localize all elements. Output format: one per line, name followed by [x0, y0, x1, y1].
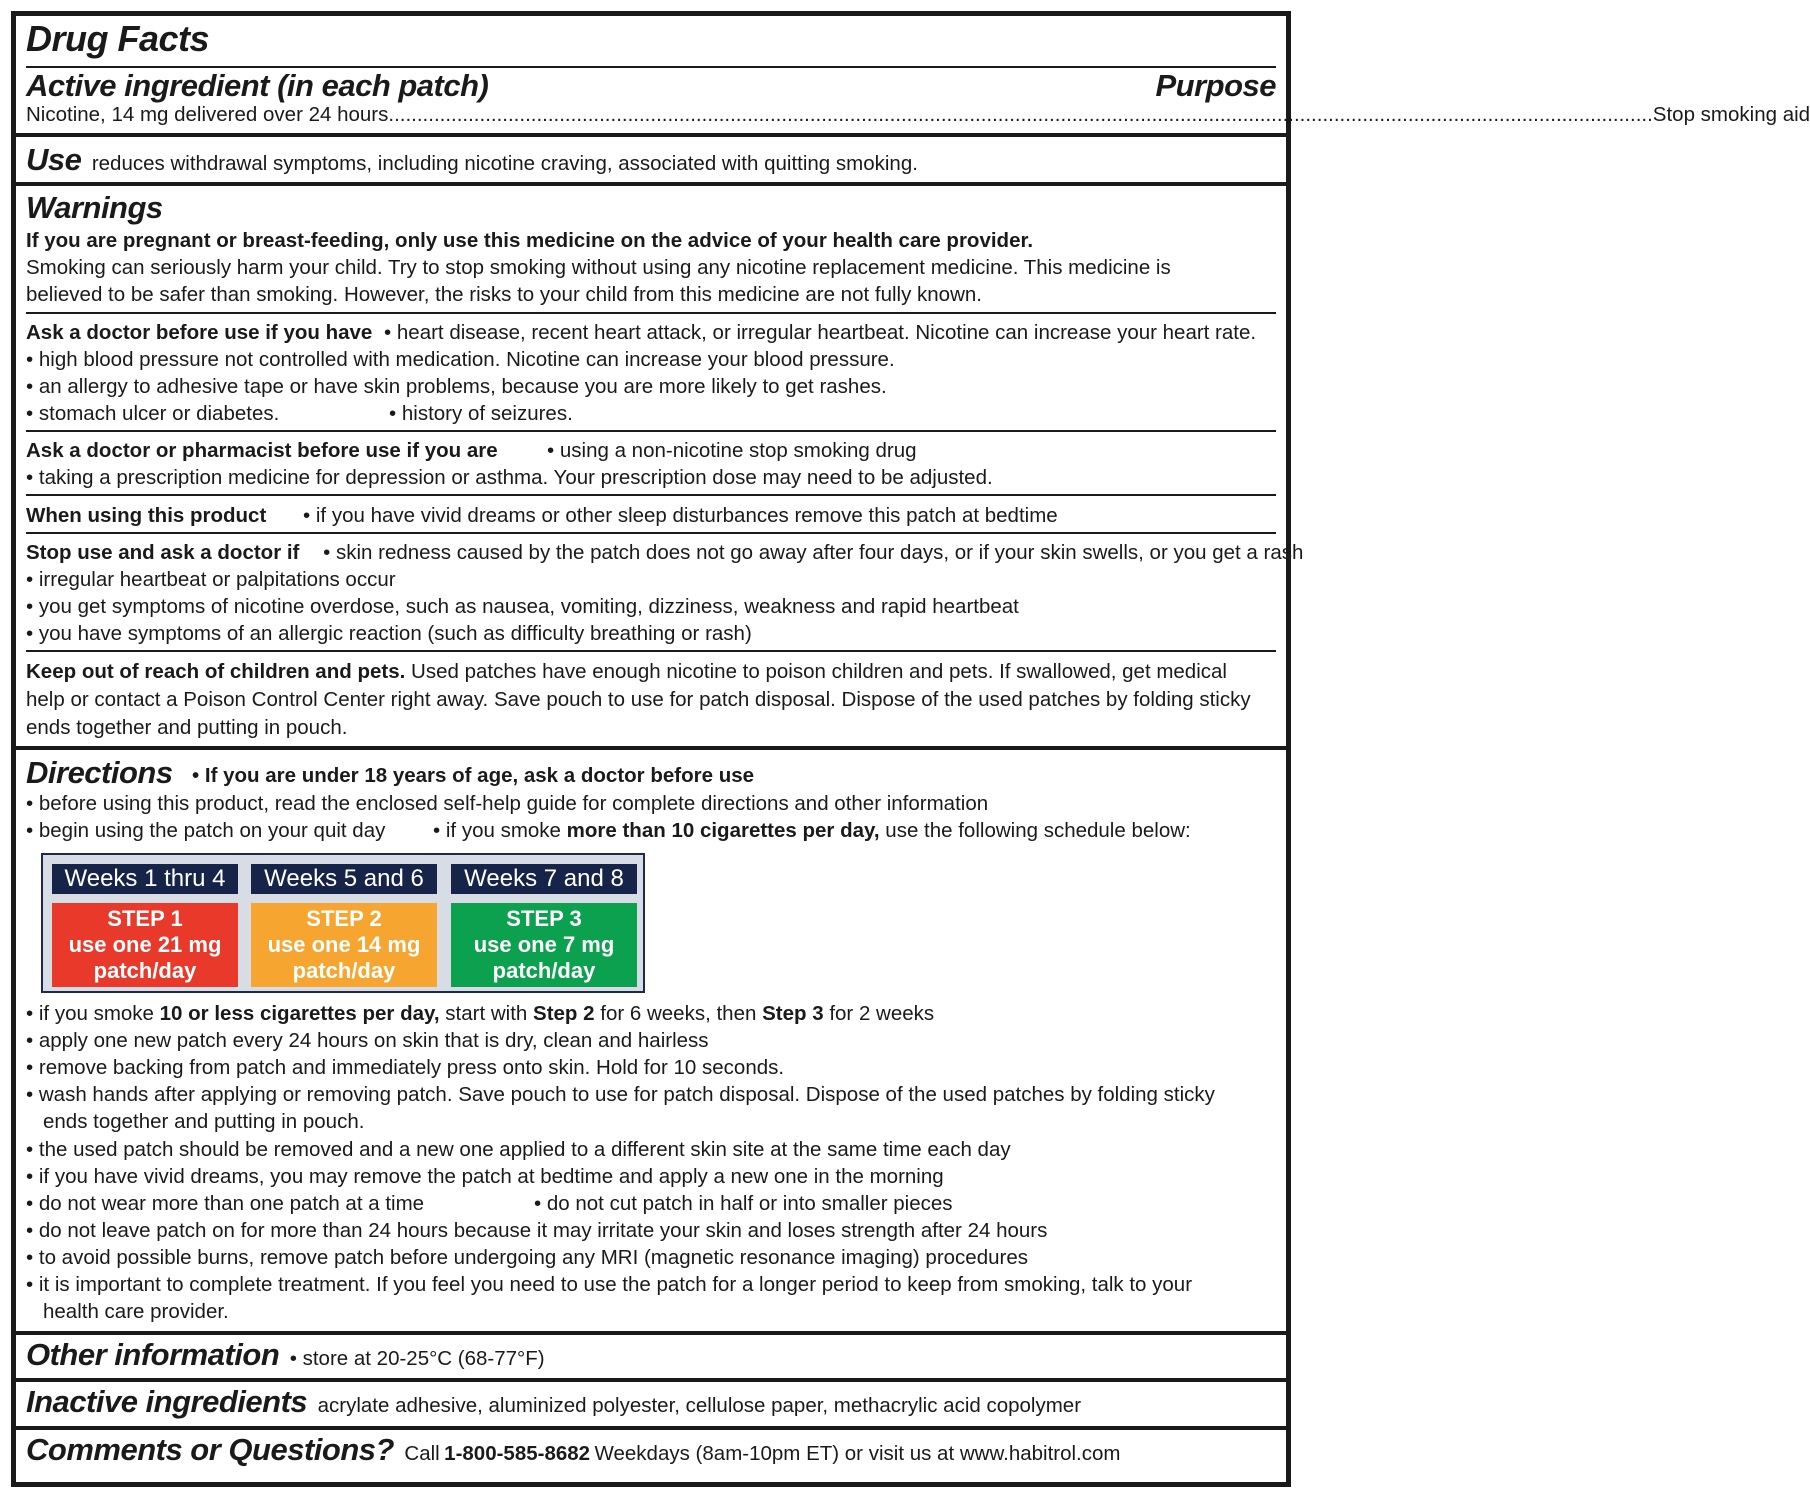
- step-dose: use one 14 mg: [267, 932, 421, 957]
- directions-text: for 6 weeks, then: [600, 1002, 757, 1025]
- schedule-week-header: Weeks 7 and 8: [451, 864, 637, 894]
- directions-emphasis: Step 3: [762, 1002, 824, 1025]
- divider: [26, 312, 1276, 314]
- divider: [16, 133, 1286, 137]
- other-info-heading: Other information: [26, 1337, 280, 1372]
- ask-pharmacist-item: • taking a prescription medicine for depression or asthma. Your prescription dose may need to be adjusted.: [26, 466, 993, 489]
- directions-item: • if you have vivid dreams, you may remove the patch at bedtime and apply a new one in the morning: [26, 1165, 944, 1188]
- step-dose: use one 7 mg: [473, 932, 615, 957]
- divider: [26, 430, 1276, 432]
- step-unit: patch/day: [93, 958, 197, 983]
- directions-text: use the following schedule below:: [885, 819, 1191, 842]
- stop-use-item: • you get symptoms of nicotine overdose, such as nausea, vomiting, dizziness, weakness and rapid heartbeat: [26, 595, 1019, 618]
- pregnant-line: believed to be safer than smoking. However, the risks to your child from this medicine are not fully known.: [26, 283, 982, 306]
- schedule-week-header: Weeks 5 and 6: [251, 864, 437, 894]
- step-unit: patch/day: [292, 958, 396, 983]
- leader-dots: ..............................................................................................................................................................................................................................: [388, 103, 1653, 126]
- directions-item: • do not leave patch on for more than 24 hours because it may irritate your skin and loses strength after 24 hours: [26, 1219, 1048, 1242]
- directions-item: • begin using the patch on your quit day: [26, 819, 386, 842]
- when-using-heading: When using this product: [26, 504, 267, 527]
- purpose-text: Stop smoking aid: [1652, 103, 1810, 126]
- directions-heading: Directions: [26, 755, 173, 790]
- purpose-heading: Purpose: [1155, 68, 1276, 103]
- divider: [16, 1426, 1286, 1430]
- use-text: reduces withdrawal symptoms, including nicotine craving, associated with quitting smoking.: [91, 152, 918, 175]
- directions-under18: • If you are under 18 years of age, ask a doctor before use: [192, 764, 755, 787]
- divider: [16, 1331, 1286, 1335]
- ask-doctor-heading: Ask a doctor before use if you have: [26, 321, 373, 344]
- directions-emphasis: more than 10 cigarettes per day,: [566, 819, 880, 842]
- keep-out-text: Used patches have enough nicotine to poison children and pets. If swallowed, get medical: [411, 660, 1227, 683]
- active-ingredient-heading: Active ingredient (in each patch): [26, 68, 489, 103]
- keep-out-text: ends together and putting in pouch.: [26, 716, 348, 739]
- divider: [26, 650, 1276, 652]
- ask-doctor-item: • heart disease, recent heart attack, or irregular heartbeat. Nicotine can increase your heart rate.: [384, 321, 1257, 344]
- directions-text: for 2 weeks: [829, 1002, 935, 1025]
- comments-heading: Comments or Questions?: [26, 1432, 394, 1467]
- divider: [16, 746, 1286, 750]
- inactive-section: [26, 1384, 1081, 1420]
- stop-use-heading: Stop use and ask a doctor if: [26, 541, 300, 564]
- inactive-heading: Inactive ingredients: [26, 1384, 308, 1419]
- divider: [16, 182, 1286, 186]
- directions-item: • remove backing from patch and immediately press onto skin. Hold for 10 seconds.: [26, 1056, 785, 1079]
- ask-doctor-line: [26, 319, 1256, 346]
- comments-call: Call: [404, 1442, 440, 1465]
- step-label: STEP 3: [506, 906, 582, 931]
- stop-use-item: • skin redness caused by the patch does not go away after four days, or if your skin swells, or you get a rash: [323, 541, 1304, 564]
- schedule-week-header: Weeks 1 thru 4: [52, 864, 238, 894]
- directions-item: • before using this product, read the enclosed self-help guide for complete directions and other information: [26, 792, 989, 815]
- step-2-cell: [251, 903, 437, 987]
- divider: [16, 1378, 1286, 1382]
- keep-out-heading: Keep out of reach of children and pets.: [26, 660, 406, 683]
- ask-doctor-item: • high blood pressure not controlled with medication. Nicotine can increase your blood pressure.: [26, 348, 895, 371]
- inactive-text: acrylate adhesive, aluminized polyester, cellulose paper, methacrylic acid copolymer: [317, 1394, 1082, 1417]
- drug-facts-panel: [11, 11, 1810, 1487]
- pregnant-warning: If you are pregnant or breast-feeding, only use this medicine on the advice of your health care provider.: [26, 229, 1034, 252]
- divider: [26, 494, 1276, 496]
- active-ingredient-row: [26, 101, 1810, 128]
- directions-item: • the used patch should be removed and a new one applied to a different skin site at the same time each day: [26, 1138, 1011, 1161]
- directions-emphasis: Step 2: [533, 1002, 595, 1025]
- step-dose: use one 21 mg: [68, 932, 222, 957]
- comments-text: Weekdays (8am-10pm ET) or visit us at www.habitrol.com: [594, 1442, 1121, 1465]
- phone-number: 1-800-585-8682: [444, 1442, 591, 1465]
- directions-item: • apply one new patch every 24 hours on skin that is dry, clean and hairless: [26, 1029, 709, 1052]
- pregnant-line: Smoking can seriously harm your child. Try to stop smoking without using any nicotine replacement medicine. This medicine is: [26, 256, 1171, 279]
- directions-emphasis: 10 or less cigarettes per day,: [159, 1002, 440, 1025]
- use-heading: Use: [26, 142, 82, 177]
- directions-item: • it is important to complete treatment. If you feel you need to use the patch for a longer period to keep from smoking, talk to your: [26, 1273, 1193, 1296]
- step-label: STEP 1: [107, 906, 183, 931]
- step-3-cell: [451, 903, 637, 987]
- stop-use-item: • irregular heartbeat or palpitations occur: [26, 568, 396, 591]
- directions-item: • wash hands after applying or removing patch. Save pouch to use for patch disposal. Dispose of the used patches by folding sticky: [26, 1083, 1215, 1106]
- directions-item: [433, 817, 1191, 844]
- other-info-text: • store at 20-25°C (68-77°F): [289, 1347, 545, 1370]
- directions-item: • do not cut patch in half or into smaller pieces: [534, 1192, 953, 1215]
- warnings-heading: Warnings: [26, 190, 163, 225]
- stop-use-item: • you have symptoms of an allergic reaction (such as difficulty breathing or rash): [26, 622, 752, 645]
- ask-pharmacist-item: • using a non-nicotine stop smoking drug: [547, 439, 917, 462]
- directions-text: • if you smoke: [26, 1002, 154, 1025]
- divider: [26, 532, 1276, 534]
- directions-item: health care provider.: [43, 1300, 229, 1323]
- ask-pharmacist-heading: Ask a doctor or pharmacist before use if you are: [26, 439, 498, 462]
- directions-item: ends together and putting in pouch.: [43, 1110, 365, 1133]
- ask-doctor-item: • stomach ulcer or diabetes.: [26, 402, 280, 425]
- stop-use-line: [26, 539, 1303, 566]
- directions-text: • if you smoke: [433, 819, 561, 842]
- keep-out-text: help or contact a Poison Control Center right away. Save pouch to use for patch disposal. Dispose of the used patches by folding sticky: [26, 688, 1251, 711]
- step-1-cell: [52, 903, 238, 987]
- ask-doctor-item: • history of seizures.: [389, 402, 573, 425]
- ask-doctor-item: • an allergy to adhesive tape or have skin problems, because you are more likely to get rashes.: [26, 375, 887, 398]
- drug-facts-title: Drug Facts: [26, 18, 210, 59]
- directions-item: • do not wear more than one patch at a time: [26, 1192, 425, 1215]
- active-ingredient-text: Nicotine, 14 mg delivered over 24 hours: [26, 103, 389, 126]
- other-info-section: [26, 1337, 545, 1373]
- directions-item: • to avoid possible burns, remove patch before undergoing any MRI (magnetic resonance imaging) procedures: [26, 1246, 1028, 1269]
- when-using-item: • if you have vivid dreams or other sleep disturbances remove this patch at bedtime: [303, 504, 1058, 527]
- keep-out-line: [26, 658, 1227, 685]
- step-unit: patch/day: [492, 958, 596, 983]
- step-label: STEP 2: [306, 906, 382, 931]
- comments-section: [26, 1432, 1120, 1468]
- directions-text: start with: [445, 1002, 528, 1025]
- directions-item: [26, 1000, 934, 1027]
- dosage-schedule-table: [41, 853, 645, 993]
- use-section: [26, 142, 918, 178]
